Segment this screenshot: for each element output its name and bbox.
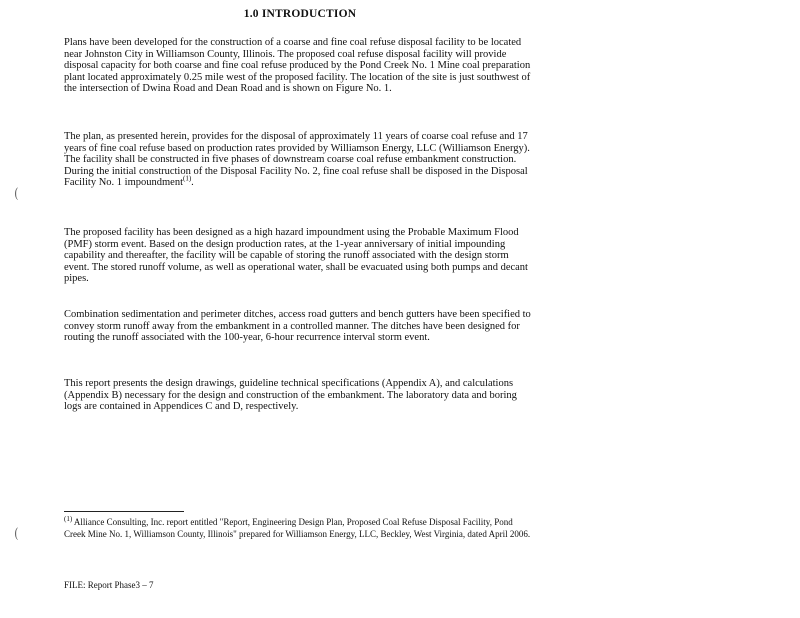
paragraph-site-description: Plans have been developed for the construction of a coarse and fine coal refuse disposal facility to be located near Johnston City in Williamson County, Illinois. The proposed coal refuse disposal facility will provide disposal capacity for both coarse and fine coal refuse produced by the Pond Creek No. 1 Mine coal preparation plant located approximately 0.25 mile west of the proposed facility. The location of the site is just southwest of the intersection of Dwina Road and Dean Road and is shown on Figure No. 1.	[64, 37, 531, 95]
paragraph-disposal-plan-text: The plan, as presented herein, provides for the disposal of approximately 11 years of coarse coal refuse and 17 years of fine coal refuse based on production rates provided by Williamson Energy, LLC (Williamson Energy). The facility shall be constructed in five phases of downstream coarse coal refuse embankment construction. During the initial construction of the Disposal Facility No. 2, fine coal refuse shall be disposed in the Disposal Facility No. 1 impoundment	[64, 131, 530, 189]
section-title: 1.0 INTRODUCTION	[243, 8, 357, 20]
footnote-marker: (1)	[64, 515, 73, 523]
footnote-divider	[64, 511, 184, 512]
footnote-reference: (1)	[183, 174, 192, 183]
file-footer: FILE: Report Phase3 – 7	[64, 580, 154, 590]
paragraph-disposal-plan	[64, 131, 534, 189]
margin-bracket-mark: (	[14, 526, 18, 541]
paragraph-hazard-design: The proposed facility has been designed as a high hazard impoundment using the Probable Maximum Flood (PMF) storm event. Based on the design production rates, at the 1-year anniversary of initial impounding capability and thereafter, the facility will be capable of storing the runoff associated with the design storm event. The stored runoff volume, as well as operational water, shall be evacuated using both pumps and decant pipes.	[64, 227, 528, 285]
paragraph-disposal-plan-end: .	[191, 177, 194, 189]
paragraph-report-contents: This report presents the design drawings, guideline technical specifications (Appendix A), and calculations (Appendix B) necessary for the design and construction of the embankment. The laboratory data and boring logs are contained in Appendices C and D, respectively.	[64, 378, 517, 413]
margin-bracket-mark: (	[14, 186, 18, 201]
paragraph-runoff-ditches: Combination sedimentation and perimeter ditches, access road gutters and bench gutters have been specified to convey storm runoff away from the embankment in a controlled manner. The ditches have been designed for routing the runoff associated with the 100-year, 6-hour recurrence interval storm event.	[64, 309, 531, 344]
footnote-text: Alliance Consulting, Inc. report entitled "Report, Engineering Design Plan, Proposed Coal Refuse Disposal Facility, Pond Creek Mine No. 1, Williamson County, Illinois" prepared for Williamson Energy, LLC, Beckley, West Virginia, dated April 2006.	[64, 517, 531, 539]
footnote	[64, 517, 534, 540]
